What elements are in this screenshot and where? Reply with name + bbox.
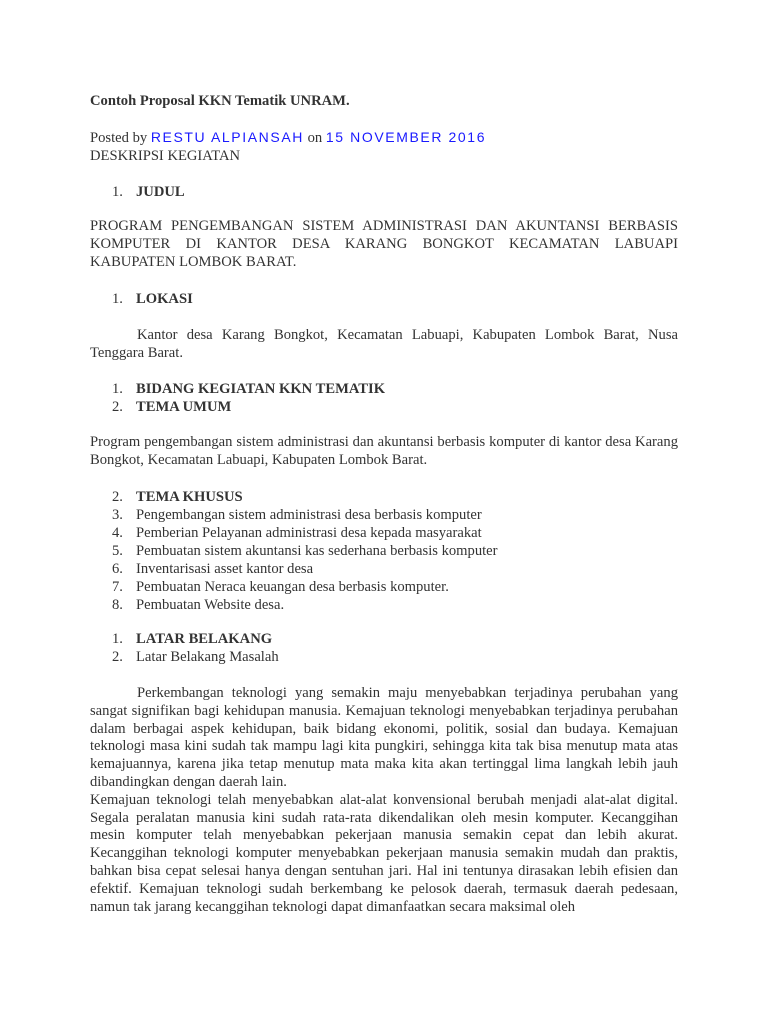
list-item bbox=[90, 506, 678, 524]
list-item-label: Pembuatan sistem akuntansi kas sederhana berbasis komputer bbox=[136, 543, 498, 559]
list-item-label: Pembuatan Website desa. bbox=[136, 597, 285, 613]
list-number: 1. bbox=[112, 291, 123, 307]
tema-umum-paragraph: Program pengembangan sistem administrasi dan akuntansi berbasis komputer di kantor desa Karang Bongkot, Kecamatan Labuapi, Kabupaten Lombok Barat. bbox=[90, 434, 678, 468]
author-link[interactable]: RESTU ALPIANSAH bbox=[150, 129, 304, 145]
list-item bbox=[90, 560, 678, 578]
list-item-label: Pengembangan sistem administrasi desa berbasis komputer bbox=[136, 507, 482, 523]
list-item-label: LOKASI bbox=[136, 291, 193, 307]
judul-paragraph: PROGRAM PENGEMBANGAN SISTEM ADMINISTRASI DAN AKUNTANSI BERBASIS KOMPUTER DI KANTOR DESA KARANG BONGKOT KECAMATAN LABUAPI KABUPATEN LOMBOK BARAT. bbox=[90, 218, 678, 270]
list-number: 1. bbox=[112, 184, 123, 200]
list-item-label: Pemberian Pelayanan administrasi desa kepada masyarakat bbox=[136, 525, 482, 541]
list-item bbox=[90, 542, 678, 560]
lokasi-paragraph: Kantor desa Karang Bongkot, Kecamatan Labuapi, Kabupaten Lombok Barat, Nusa Tenggara Barat. bbox=[90, 327, 678, 361]
list-item bbox=[90, 380, 678, 398]
list-item-label: LATAR BELAKANG bbox=[136, 631, 273, 647]
list-item bbox=[90, 488, 678, 506]
list-item-label: Inventarisasi asset kantor desa bbox=[136, 561, 314, 577]
list-number: 3. bbox=[112, 507, 123, 523]
post-meta bbox=[90, 127, 678, 148]
list-number: 2. bbox=[112, 649, 123, 665]
list-latar-belakang bbox=[90, 630, 678, 666]
list-bidang bbox=[90, 380, 678, 416]
list-item bbox=[90, 183, 678, 201]
list-item-label: JUDUL bbox=[136, 184, 185, 200]
list-number: 6. bbox=[112, 561, 123, 577]
list-judul bbox=[90, 183, 678, 201]
list-number: 4. bbox=[112, 525, 123, 541]
list-number: 1. bbox=[112, 381, 123, 397]
list-lokasi bbox=[90, 290, 678, 308]
latar-belakang-body bbox=[90, 685, 678, 916]
list-number: 8. bbox=[112, 597, 123, 613]
list-item bbox=[90, 578, 678, 596]
latar-paragraph-1: Perkembangan teknologi yang semakin maju menyebabkan terjadinya perubahan yang sangat signifikan bagi kehidupan manusia. Kemajuan teknologi menyebabkan terjadinya perubahan dalam berbagai aspek kehidupan, baik bidang ekonomi, politik, sosial dan budaya. Kemajuan teknologi masa kini sudah tak mampu lagi kita pungkiri, sehingga kita tak bisa menutup mata atas kemajuannya, karena jika tetap menutup mata maka kita akan tertinggal lima langkah lebih jauh dibandingkan dengan daerah lain. bbox=[90, 685, 678, 790]
list-number: 2. bbox=[112, 489, 123, 505]
list-item bbox=[90, 630, 678, 648]
date-link[interactable]: 15 NOVEMBER 2016 bbox=[325, 129, 487, 145]
list-item bbox=[90, 596, 678, 614]
list-item-label: TEMA UMUM bbox=[136, 399, 232, 415]
list-number: 5. bbox=[112, 543, 123, 559]
list-item-label: Latar Belakang Masalah bbox=[136, 649, 279, 665]
list-item bbox=[90, 524, 678, 542]
list-item bbox=[90, 398, 678, 416]
list-item-label: TEMA KHUSUS bbox=[136, 489, 243, 505]
posted-by-label: Posted by bbox=[90, 130, 151, 146]
list-number: 2. bbox=[112, 399, 123, 415]
posted-on-label: on bbox=[303, 130, 326, 146]
latar-paragraph-2: Kemajuan teknologi telah menyebabkan alat-alat konvensional berubah menjadi alat-alat digital. Segala peralatan manusia kini sudah rata-rata dikendalikan oleh mesin komputer. Kecanggihan mesin komputer telah menyebabkan pekerjaan manusia semakin cepat dan lebih akurat. Kecanggihan teknologi komputer menyebabkan pekerjaan manusia semakin mudah dan praktis, bahkan bisa cepat selesai hanya dengan sentuhan jari. Hal ini tentunya dirasakan lebih efisien dan efektif. Kemajuan teknologi sudah berkembang ke pelosok daerah, termasuk daerah pedesaan, namun tak jarang kecanggihan teknologi dapat dimanfaatkan secara maksimal oleh bbox=[90, 791, 678, 915]
list-item-label: Pembuatan Neraca keuangan desa berbasis komputer. bbox=[136, 579, 449, 595]
list-item bbox=[90, 290, 678, 308]
list-tema-khusus bbox=[90, 488, 678, 614]
list-number: 7. bbox=[112, 579, 123, 595]
section-heading: DESKRIPSI KEGIATAN bbox=[90, 148, 241, 164]
document-title: Contoh Proposal KKN Tematik UNRAM. bbox=[90, 93, 350, 109]
list-number: 1. bbox=[112, 631, 123, 647]
list-item-label: BIDANG KEGIATAN KKN TEMATIK bbox=[136, 381, 386, 397]
list-item bbox=[90, 648, 678, 666]
